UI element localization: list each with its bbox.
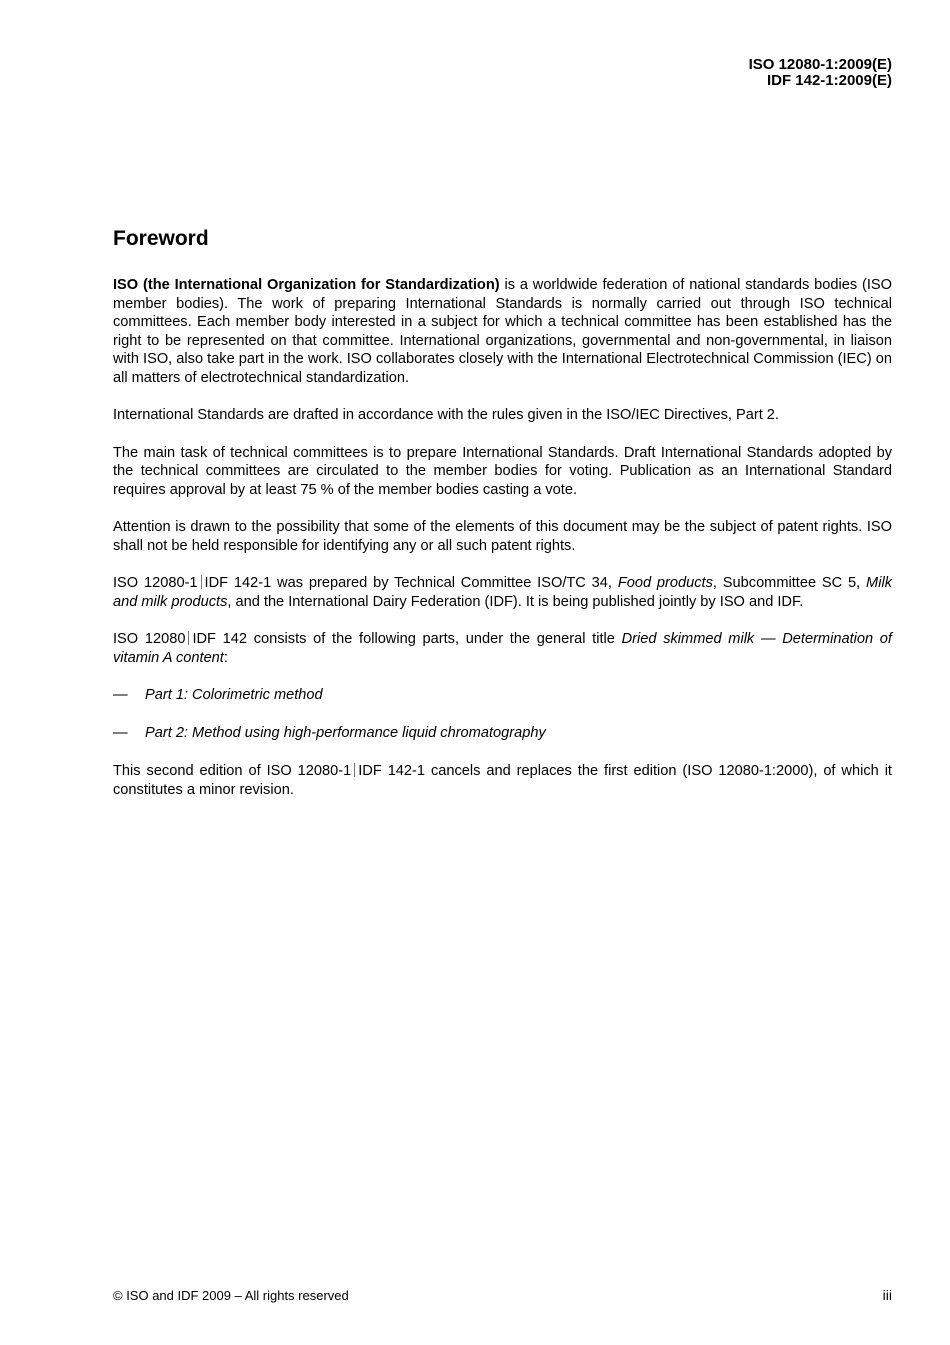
dash-bullet: — [113, 687, 128, 703]
page-title: Foreword [113, 227, 209, 250]
part-label: Part 2: Method using high-performance liquid chromatography [145, 725, 546, 741]
separator-bar [354, 763, 355, 777]
subcommittee-name: Milk and milk products [113, 575, 892, 610]
colon: : [223, 649, 228, 666]
paragraph-prepared-by [113, 574, 892, 611]
committee-name: Food products [617, 575, 713, 591]
paragraph-edition [113, 762, 892, 799]
part-label: Part 1: Colorimetric method [145, 687, 323, 703]
prepared-by-text: IDF 142-1 was prepared by Technical Committee ISO/TC 34, [204, 575, 618, 591]
edition-text-end: IDF 142-1 cancels and replaces the first edition (ISO 12080-1:2000), of which it constitutes a minor revision. [113, 763, 892, 798]
edition-text-start: This second edition of ISO 12080-1 [113, 763, 352, 779]
standard-ref-iso: ISO 12080-1 [113, 575, 198, 591]
parts-intro-text: IDF 142 consists of the following parts, under the general title [192, 631, 622, 647]
iso-intro-text: is a worldwide federation of national standards bodies (ISO member bodies). The work of preparing International Standards is normally carried out through ISO technical committees. Each member body interested in a subject for which a technical committee has been established has the right to be represented on that committee. International organizations, governmental and non-governmental, in liaison with ISO, also take part in the work. ISO collaborates closely with the International Electrotechnical Commission (IEC) on all matters of electrotechnical standardization. [113, 277, 892, 386]
separator-bar [201, 575, 202, 589]
document-identifier [749, 57, 892, 89]
subcommittee-text: , Subcommittee SC 5, [712, 575, 867, 591]
separator-bar [188, 631, 189, 645]
paragraph-directives: International Standards are drafted in accordance with the rules given in the ISO/IEC Directives, Part 2. [113, 407, 779, 423]
paragraph-parts-intro [113, 630, 892, 667]
general-title: Dried skimmed milk — Determination of vitamin A content [113, 631, 892, 666]
paragraph-main-task: The main task of technical committees is to prepare International Standards. Draft International Standards adopted by the technical committees are circulated to the member bodies for voting. Publication as an International Standard requires approval by at least 75 % of the member bodies casting a vote. [113, 444, 892, 498]
dash-bullet: — [113, 725, 128, 741]
paragraph-iso-intro [113, 276, 892, 387]
copyright-notice: © ISO and IDF 2009 – All rights reserved [113, 1288, 349, 1303]
published-jointly-text: , and the International Dairy Federation (IDF). It is being published jointly by ISO and IDF. [227, 593, 804, 610]
standard-ref-series: ISO 12080 [113, 631, 186, 647]
iso-reference: ISO 12080-1:2009(E) [748, 56, 892, 73]
list-item [113, 724, 892, 743]
idf-reference: IDF 142-1:2009(E) [766, 72, 892, 89]
iso-bold-name: ISO (the International Organization for Standardization) [113, 277, 500, 293]
foreword-body [113, 276, 892, 818]
page-number: iii [882, 1287, 892, 1303]
list-item [113, 686, 892, 705]
paragraph-patent: Attention is drawn to the possibility that some of the elements of this document may be the subject of patent rights. ISO shall not be held responsible for identifying any or all such patent rights. [113, 519, 892, 554]
